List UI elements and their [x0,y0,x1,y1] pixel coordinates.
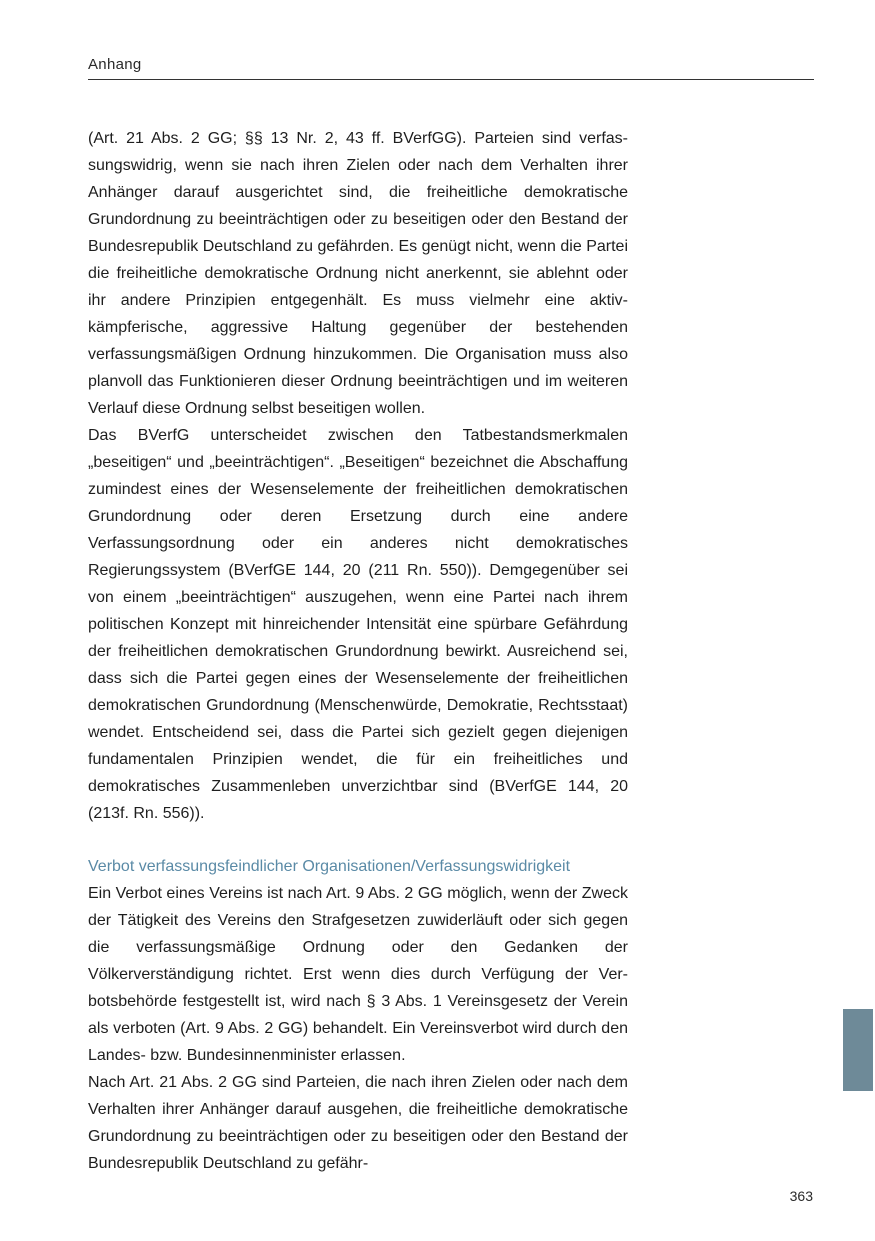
running-header: Anhang [88,56,142,73]
header-divider [88,79,814,80]
body-paragraph: Ein Verbot eines Vereins ist nach Art. 9 Abs. 2 GG möglich, wenn der Zweck der Tätigkeit des Vereins den Strafgesetzen zuwiderläuft oder sich gegen die verfassungsmäßige Ordnung oder den Gedanken der Völkerverständigung richtet. Erst wenn dies durch Verfügung der Verbotsbehörde festgestellt ist, wird nach § 3 Abs. 1 Vereinsgesetz der Verein als verboten (Art. 9 Abs. 2 GG) behandelt. Ein Vereinsverbot wird durch den Landes- bzw. Bundesinnenminister erlassen. [88,885,628,1064]
chapter-side-tab [843,1009,873,1091]
page-body [88,125,628,1177]
body-paragraph: Nach Art. 21 Abs. 2 GG sind Parteien, die nach ihren Zielen oder nach dem Verhalten ihrer Anhänger darauf ausgehen, die freiheitliche demokratische Grundordnung zu beeinträchtigen oder zu beseitigen oder den Bestand der Bundesrepublik Deutschland zu gefähr- [88,1074,628,1172]
body-paragraph: (Art. 21 Abs. 2 GG; §§ 13 Nr. 2, 43 ff. BVerfGG). Parteien sind verfassungswidrig, wenn sie nach ihren Zielen oder nach dem Verhalten ihrer Anhänger darauf ausgerichtet sind, die freiheitliche demokratische Grundordnung zu beeinträchtigen oder zu beseitigen oder den Bestand der Bundesrepublik Deutschland zu gefährden. Es genügt nicht, wenn die Partei die freiheitliche demokratische Ordnung nicht anerkennt, sie ablehnt oder ihr andere Prinzipien entgegenhält. Es muss vielmehr eine aktiv-kämpferische, aggressive Haltung gegenüber der bestehenden verfassungsmäßigen Ordnung hinzukommen. Die Organisation muss also planvoll das Funktionieren dieser Ordnung beeinträchtigen und im weiteren Verlauf diese Ordnung selbst beseitigen wollen. [88,130,628,417]
page-number: 363 [789,1188,813,1204]
body-paragraph: Das BVerfG unterscheidet zwischen den Tatbestandsmerkmalen „beseitigen“ und „beeinträchtigen“. „Beseitigen“ bezeichnet die Abschaffung zumindest eines der Wesenselemente der freiheitlichen demokratischen Grundordnung oder deren Ersetzung durch eine andere Verfassungsordnung oder ein anderes nicht demokratisches Regierungssystem (BVerfGE 144, 20 (211 Rn. 550)). Demgegenüber sei von einem „beeinträchtigen“ auszugehen, wenn eine Partei nach ihrem politischen Konzept mit hinreichender Intensität eine spürbare Gefährdung der freiheitlichen demokratischen Grundordnung bewirkt. Ausreichend sei, dass sich die Partei gegen eines der Wesenselemente der freiheitlichen demokratischen Grundordnung (Menschenwürde, Demokratie, Rechtsstaat) wendet. Entscheidend sei, dass die Partei sich gezielt gegen diejenigen fundamentalen Prinzipien wendet, die für ein freiheitliches und demokratisches Zusammenleben unverzichtbar sind (BVerfGE 144, 20 (213f. Rn. 556)). [88,427,628,822]
section-heading: Verbot verfassungsfeindlicher Organisationen/Verfassungswidrigkeit [88,858,571,875]
